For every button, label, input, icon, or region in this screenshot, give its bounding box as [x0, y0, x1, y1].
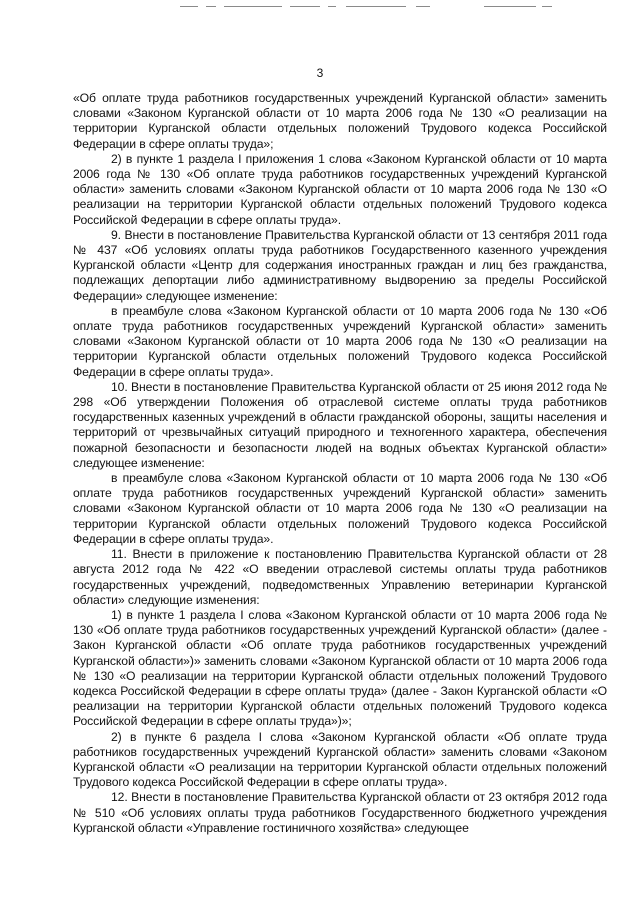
scan-artifact-marks: [180, 6, 560, 10]
paragraph: 2) в пункте 6 раздела I слова «Законом Курганской области «Об оплате труда работников государственных учреждений Курганской области» заменить словами «Законом Курганской области «О реализации на территории Курганской области отдельных положений Трудового кодекса Российской Федерации в сфере оплаты труда».: [73, 729, 607, 790]
paragraph: 9. Внести в постановление Правительства Курганской области от 13 сентября 2011 года № 437 «Об условиях оплаты труда работников Государственного казенного учреждения Курганской области «Центр для содержания иностранных граждан и лиц без гражданства, подлежащих депортации либо административному выдворению за пределы Российской Федерации» следующее изменение:: [73, 227, 607, 303]
paragraph: в преамбуле слова «Законом Курганской области от 10 марта 2006 года № 130 «Об оплате труда работников государственных учреждений Курганской области» заменить словами «Законом Курганской области от 10 марта 2006 года № 130 «О реализации на территории Курганской области отдельных положений Трудового кодекса Российской Федерации в сфере оплаты труда».: [73, 471, 607, 546]
paragraph: 11. Внести в приложение к постановлению Правительства Курганской области от 28 августа 2012 года № 422 «О введении отраслевой системы оплаты труда работников государственных учреждений, подведомственных Управлению ветеринарии Курганской области» следующие изменения:: [73, 547, 607, 607]
paragraph: 10. Внести в постановление Правительства Курганской области от 25 июня 2012 года № 298 «Об утверждении Положения об отраслевой системе оплаты труда работников государственных казенных учреждений в области гражданской обороны, защиты населения и территорий от чрезвычайных ситуаций природного и техногенного характера, обеспечения пожарной безопасности и безопасности людей на водных объектах Курганской области» следующее изменение:: [73, 379, 607, 470]
page-number: 3: [316, 66, 324, 80]
paragraph: «Об оплате труда работников государственных учреждений Курганской области» заменить словами «Законом Курганской области от 10 марта 2006 года № 130 «О реализации на территории Курганской области отдельных положений Трудового кодекса Российской Федерации в сфере оплаты труда»;: [73, 91, 607, 151]
paragraph: 1) в пункте 1 раздела I слова «Законом Курганской области от 10 марта 2006 года № 130 «Об оплате труда работников государственных учреждений Курганской области» (далее - Закон Курганской области «Об оплате труда работников государственных учреждений Курганской области»)» заменить словами «Законом Курганской области от 10 марта 2006 года № 130 «О реализации на территории Курганской области отдельных положений Трудового кодекса Российской Федерации в сфере оплаты труда» (далее - Закон Курганской области «О реализации на территории Курганской области отдельных положений Трудового кодекса Российской Федерации в сфере оплаты труда»)»;: [73, 607, 607, 729]
paragraph: в преамбуле слова «Законом Курганской области от 10 марта 2006 года № 130 «Об оплате труда работников государственных учреждений Курганской области» заменить словами «Законом Курганской области от 10 марта 2006 года № 130 «О реализации на территории Курганской области отдельных положений Трудового кодекса Российской Федерации в сфере оплаты труда».: [73, 303, 607, 379]
paragraph: 12. Внести в постановление Правительства Курганской области от 23 октября 2012 года № 510 «Об условиях оплаты труда работников Государственного бюджетного учреждения Курганской области «Управление гостиничного хозяйства» следующее: [73, 790, 607, 835]
document-body: [73, 91, 607, 836]
paragraph: 2) в пункте 1 раздела I приложения 1 слова «Законом Курганской области от 10 марта 2006 года № 130 «Об оплате труда работников государственных учреждений Курганской области» заменить словами «Законом Курганской области от 10 марта 2006 года № 130 «О реализации на территории Курганской области отдельных положений Трудового кодекса Российской Федерации в сфере оплаты труда».: [73, 151, 607, 227]
